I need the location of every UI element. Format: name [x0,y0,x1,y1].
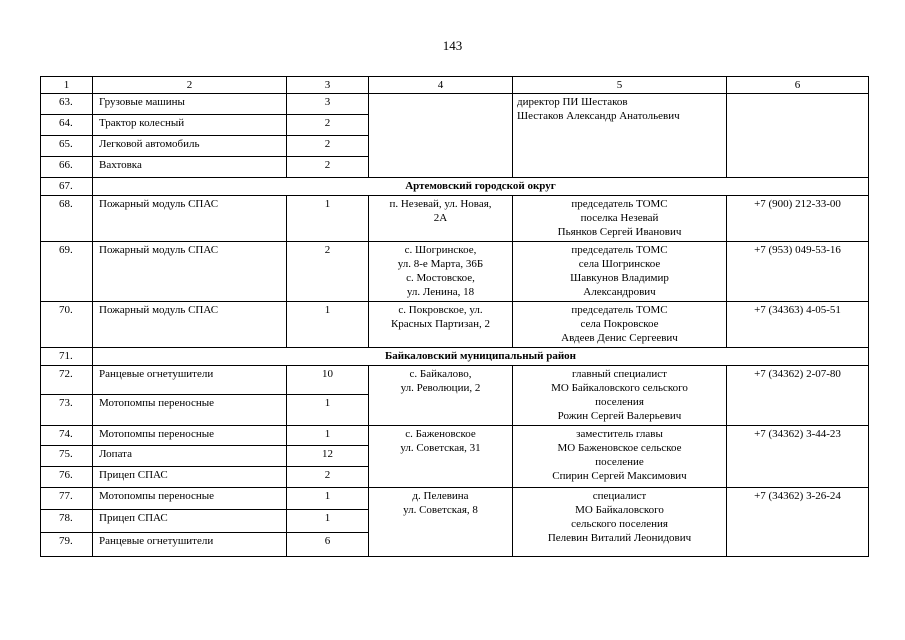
quantity: 1 [287,426,369,446]
contact-person: директор ПИ Шестаков Шестаков Александр Анатольевич [513,94,727,178]
contact-person: председатель ТОМС села Покровское Авдеев Денис Сергеевич [513,302,727,348]
row-number: 74. [41,426,93,446]
header-col-3: 3 [287,77,369,94]
section-title: Байкаловский муниципальный район [93,348,869,366]
quantity: 1 [287,196,369,242]
address-cell [369,94,513,178]
row-number: 66. [41,157,93,178]
contact-person: главный специалист МО Байкаловского сельского поселения Рожин Сергей Валерьевич [513,366,727,426]
equipment-name: Прицеп СПАС [93,467,287,488]
table-row [41,426,869,446]
address: д. Пелевина ул. Советская, 8 [369,488,513,557]
equipment-name: Мотопомпы переносные [93,488,287,510]
equipment-name: Вахтовка [93,157,287,178]
phone-number: +7 (34362) 3-26-24 [727,488,869,557]
quantity: 10 [287,366,369,395]
row-number: 63. [41,94,93,115]
equipment-name: Мотопомпы переносные [93,394,287,425]
table-row [41,488,869,510]
quantity: 1 [287,394,369,425]
quantity: 2 [287,467,369,488]
equipment-name: Грузовые машины [93,94,287,115]
phone-number: +7 (900) 212-33-00 [727,196,869,242]
row-number: 64. [41,115,93,136]
phone-number: +7 (34363) 4-05-51 [727,302,869,348]
section-row [41,178,869,196]
equipment-name: Лопата [93,446,287,467]
header-col-6: 6 [727,77,869,94]
table-row [41,302,869,348]
contact-person: специалист МО Байкаловского сельского поселения Пелевин Виталий Леонидович [513,488,727,557]
row-number: 77. [41,488,93,510]
table-row [41,94,869,115]
phone-cell [727,94,869,178]
contact-person: заместитель главы МО Баженовское сельское поселение Спирин Сергей Максимович [513,426,727,488]
row-number: 65. [41,136,93,157]
row-number: 71. [41,348,93,366]
quantity: 3 [287,94,369,115]
header-col-5: 5 [513,77,727,94]
quantity: 2 [287,115,369,136]
contact-person: председатель ТОМС поселка Незевай Пьянков Сергей Иванович [513,196,727,242]
table-row [41,196,869,242]
address: с. Покровское, ул. Красных Партизан, 2 [369,302,513,348]
row-number: 70. [41,302,93,348]
section-row [41,348,869,366]
equipment-name: Легковой автомобиль [93,136,287,157]
row-number: 73. [41,394,93,425]
row-number: 67. [41,178,93,196]
table-header-row [41,77,869,94]
address: с. Баженовское ул. Советская, 31 [369,426,513,488]
equipment-name: Пожарный модуль СПАС [93,302,287,348]
quantity: 12 [287,446,369,467]
header-col-2: 2 [93,77,287,94]
quantity: 2 [287,242,369,302]
equipment-name: Трактор колесный [93,115,287,136]
header-col-1: 1 [41,77,93,94]
equipment-name: Ранцевые огнетушители [93,533,287,557]
row-number: 69. [41,242,93,302]
equipment-name: Пожарный модуль СПАС [93,196,287,242]
equipment-name: Ранцевые огнетушители [93,366,287,395]
equipment-name: Пожарный модуль СПАС [93,242,287,302]
address: п. Незевай, ул. Новая, 2А [369,196,513,242]
quantity: 1 [287,510,369,533]
table-row [41,366,869,395]
header-col-4: 4 [369,77,513,94]
address: с. Байкалово, ул. Революции, 2 [369,366,513,426]
quantity: 6 [287,533,369,557]
address: с. Шогринское, ул. 8-е Марта, 36Б с. Мостовское, ул. Ленина, 18 [369,242,513,302]
page-number: 143 [442,38,463,53]
quantity: 2 [287,157,369,178]
quantity: 1 [287,302,369,348]
contact-person: председатель ТОМС села Шогринское Шавкунов Владимир Александрович [513,242,727,302]
row-number: 68. [41,196,93,242]
section-title: Артемовский городской округ [93,178,869,196]
table-row [41,242,869,302]
row-number: 79. [41,533,93,557]
quantity: 2 [287,136,369,157]
row-number: 72. [41,366,93,395]
equipment-table [40,76,869,557]
row-number: 78. [41,510,93,533]
phone-number: +7 (34362) 2-07-80 [727,366,869,426]
row-number: 75. [41,446,93,467]
row-number: 76. [41,467,93,488]
phone-number: +7 (34362) 3-44-23 [727,426,869,488]
phone-number: +7 (953) 049-53-16 [727,242,869,302]
equipment-name: Прицеп СПАС [93,510,287,533]
quantity: 1 [287,488,369,510]
equipment-name: Мотопомпы переносные [93,426,287,446]
